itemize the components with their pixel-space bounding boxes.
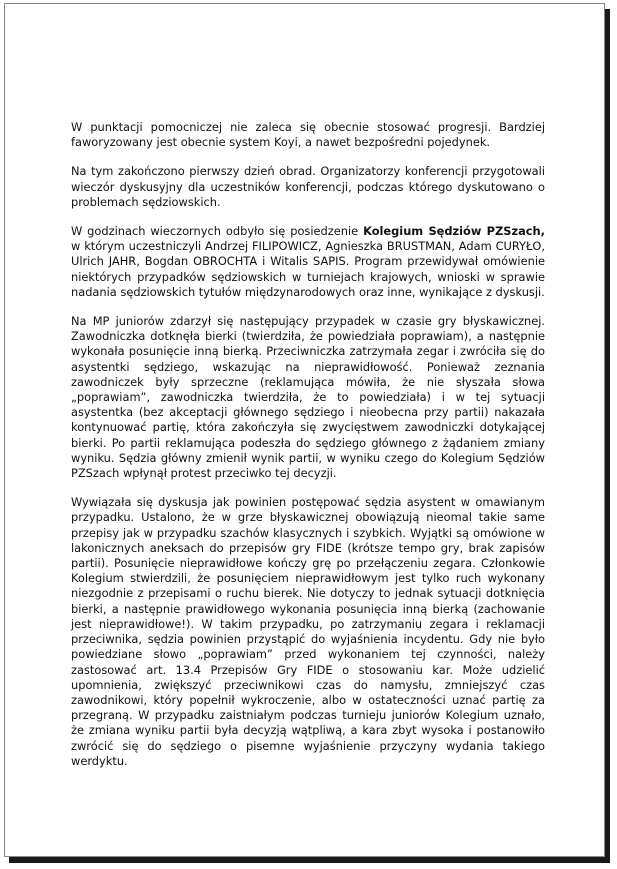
paragraph-text: W godzinach wieczornych odbyło się posiedzenie [71, 224, 364, 239]
paragraph-3 [71, 224, 545, 300]
paragraph-text: w którym uczestniczyli Andrzej FILIPOWICZ, Agnieszka BRUSTMAN, Adam CURYŁO, Ulrich JAHR, Bogdan OBROCHTA i Witalis SAPIS. Program przewidywał omówienie niektórych przypadków sędziowskich w turniejach krajowych, wnioski w sprawie nadania sędziowskich tytułów międzynarodowych oraz inne, wynikające z dyskusji. [71, 239, 545, 299]
paragraph-5 [71, 495, 545, 769]
paragraph-text: Wywiązała się dyskusja jak powinien postępować sędzia asystent w omawianym przypadku. Ustalono, że w grze błyskawicznej obowiązują nieomal takie same przepisy jak w przypadku szachów klasycznych i szybkich. Wyjątki są omówione w lakonicznych aneksach do przepisów gry FIDE (krótsze tempo gry, brak zapisów partii). Posunięcie nieprawidłowe kończy grę po przełączeniu zegara. Członkowie Kolegium stwierdzili, że posunięciem nieprawidłowym jest tylko ruch wykonany niezgodnie z przepisami o ruchu bierek. Nie dotyczy to jednak sytuacji dotknięcia bierki, a następnie prawidłowego wykonania posunięcia inną bierką (zachowanie jest nieprawidłowe!). W takim przypadku, po zatrzymaniu zegara i reklamacji przeciwnika, sędzia powinien przystąpić do wyjaśnienia incydentu. Gdy nie było powiedziane słowo „poprawiam” przed wykonaniem tej czynności, należy zastosować art. 13.4 Przepisów Gry FIDE o stosowaniu kar. Może udzielić upomnienia, zwiększyć przeciwnikowi czas do namysłu, zmniejszyć czas zawodnikowi, który popełnił wykroczenie, albo w ostateczności uznać partię za przegraną. W przypadku zaistniałym podczas turnieju juniorów Kolegium uznało, że zmiana wyniku partii była decyzją wątpliwą, a kara zbyt wysoka i postanowiło zwrócić się do sędziego o pisemne wyjaśnienie przyczyny wydania takiego werdyktu. [71, 495, 545, 768]
document-page [4, 3, 605, 857]
paragraph-4 [71, 314, 545, 481]
paragraph-text: Na MP juniorów zdarzył się następujący przypadek w czasie gry błyskawicznej. Zawodniczka dotknęła bierki (twierdziła, że powiedziała poprawiam), a następnie wykonała posunięcie inną bierką. Przeciwniczka zatrzymała zegar i zwróciła się do asystentki sędziego, wskazując na nieprawidłowość. Ponieważ zeznania zawodniczek były sprzeczne (reklamująca mówiła, że nie słyszała słowa „poprawiam”, zawodniczka twierdziła, że to powiedziała) i w tej sytuacji asystentka (bez akceptacji głównego sędziego i nieobecna przy partii) nakazała kontynuować partię, która zakończyła się zwycięstwem zawodniczki dotykającej bierki. Po partii reklamująca podeszła do sędziego głównego z żądaniem zmiany wyniku. Sędzia główny zmienił wynik partii, w wyniku czego do Kolegium Sędziów PZSzach wpłynął protest przeciwko tej decyzji. [71, 314, 545, 481]
paragraph-1 [71, 120, 545, 150]
paragraph-text: Na tym zakończono pierwszy dzień obrad. Organizatorzy konferencji przygotowali wieczór dyskusyjny dla uczestników konferencji, podczas którego dyskutowano o problemach sędziowskich. [71, 164, 545, 209]
paragraph-text: W punktacji pomocniczej nie zaleca się obecnie stosować progresji. Bardziej faworyzowany jest obecnie system Koyi, a nawet bezpośredni pojedynek. [71, 120, 545, 150]
bold-heading-kolegium: Kolegium Sędziów PZSzach, [363, 224, 545, 239]
paragraph-2 [71, 164, 545, 210]
document-body [71, 120, 545, 783]
